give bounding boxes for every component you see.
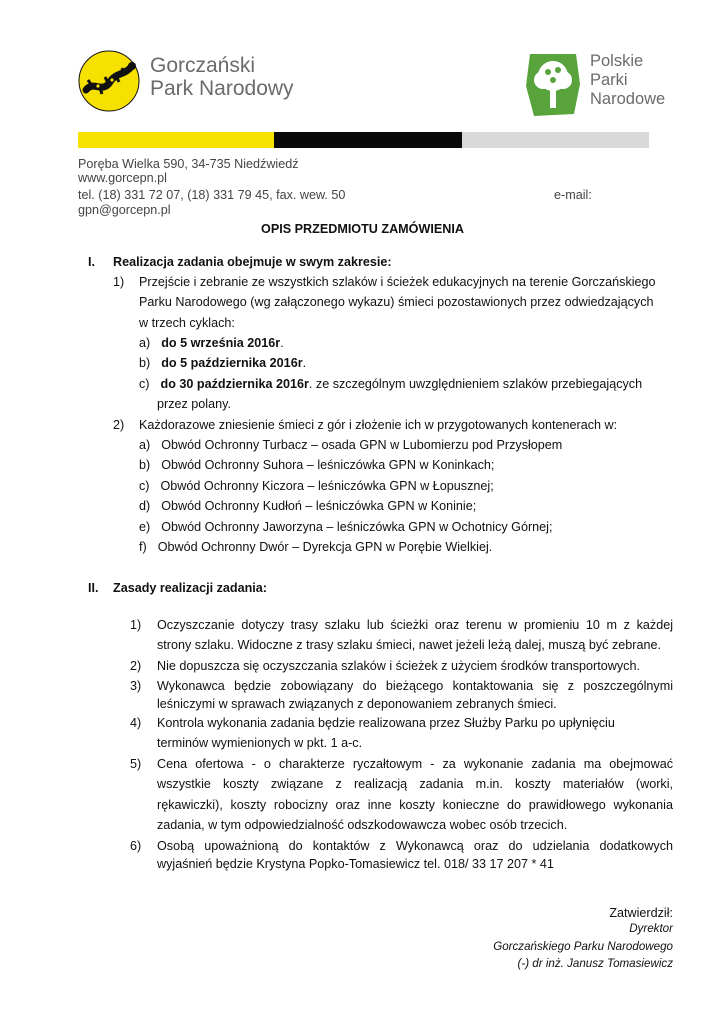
item2-sub-label: b) xyxy=(139,458,151,472)
signatory-name: (-) dr inż. Janusz Tomasiewicz xyxy=(517,957,673,970)
rule-line: Kontrola wykonania zadania będzie realizowana przez Służby Parku po upłynięciu xyxy=(157,716,615,730)
item2-sub-text: Obwód Ochronny Dwór – Dyrekcja GPN w Porębie Wielkiej. xyxy=(157,540,493,554)
ppn-name-line2: Parki xyxy=(590,71,628,89)
email-label: e-mail: xyxy=(554,188,592,202)
item2-number: 2) xyxy=(113,418,125,432)
black-bar xyxy=(274,132,462,148)
item2-sub-e xyxy=(139,517,552,537)
item1-c-date: do 30 października 2016r xyxy=(160,377,309,391)
item1-c-label: c) xyxy=(139,377,150,391)
rule-line: rękawiczki), koszty robocizny oraz inne koszty konieczne do prawidłowego wykonania xyxy=(157,798,673,812)
ppn-name-line3: Narodowe xyxy=(590,90,666,108)
ppn-name xyxy=(590,52,665,109)
item1-b-label: b) xyxy=(139,356,151,370)
gpn-name-line1: Gorczański xyxy=(150,54,256,77)
rule-line: Oczyszczanie dotyczy trasy szlaku lub ścieżki oraz terenu w promieniu 10 m z każdej xyxy=(157,618,673,632)
item1-a-tail: . xyxy=(280,336,284,350)
signatory-role: Dyrektor xyxy=(629,922,673,935)
item1-a xyxy=(139,333,284,353)
section2-heading: Zasady realizacji zadania: xyxy=(113,581,267,595)
ppn-logo xyxy=(524,50,582,118)
item2-sub-text: Obwód Ochronny Suhora – leśniczówka GPN w Koninkach; xyxy=(161,458,495,472)
rule-line: wszystkie koszty związane z realizacją zadania m.in. koszty materiałów (worki, xyxy=(157,777,673,791)
rule-line: zadania, w tym odpowiedzialność odszkodowawcza wobec osób trzecich. xyxy=(157,818,568,832)
rule-line: Osobą upoważnioną do kontaktów z Wykonawcą oraz do udzielania dodatkowych xyxy=(157,839,673,853)
signatory-org: Gorczańskiego Parku Narodowego xyxy=(493,940,673,953)
approved-label: Zatwierdził: xyxy=(609,906,673,920)
section2-number: II. xyxy=(88,581,99,595)
item2-sub-c xyxy=(139,476,494,496)
gpn-name xyxy=(150,54,294,100)
item2-sub-text: Obwód Ochronny Kudłoń – leśniczówka GPN w Koninie; xyxy=(161,499,477,513)
rule-number: 3) xyxy=(130,679,142,693)
item2-sub-b xyxy=(139,455,494,475)
item2-sub-label: c) xyxy=(139,479,150,493)
website[interactable]: www.gorcepn.pl xyxy=(78,171,167,185)
item2-sub-text: Obwód Ochronny Kiczora – leśniczówka GPN w Łopusznej; xyxy=(160,479,494,493)
item1-c xyxy=(139,374,642,394)
rule-number: 6) xyxy=(130,839,142,853)
email-address[interactable]: gpn@gorcepn.pl xyxy=(78,203,171,217)
item2-sub-a xyxy=(139,435,562,455)
section1-number: I. xyxy=(88,255,95,269)
gpn-name-line2: Park Narodowy xyxy=(150,77,294,100)
item2-sub-label: e) xyxy=(139,520,151,534)
rule-line: Wykonawca będzie zobowiązany do bieżącego kontaktowania się z poszczególnymi xyxy=(157,679,673,693)
address-line1: Poręba Wielka 590, 34-735 Niedźwiedź xyxy=(78,157,299,171)
rule-line: strony szlaku. Widoczne z trasy szlaku śmieci, nawet jeżeli leżą dalej, muszą być zebrane. xyxy=(157,638,661,652)
item1-b-tail: . xyxy=(302,356,307,370)
rule-line: wyjaśnień będzie Krystyna Popko-Tomasiewicz tel. 018/ 33 17 207 * 41 xyxy=(157,857,554,871)
item1-a-label: a) xyxy=(139,336,151,350)
item1-c-line2: przez polany. xyxy=(157,397,231,411)
rule-number: 5) xyxy=(130,757,142,771)
yellow-bar xyxy=(78,132,274,148)
item1-b-date: do 5 października 2016r xyxy=(161,356,303,370)
item1-line1: Przejście i zebranie ze wszystkich szlaków i ścieżek edukacyjnych na terenie Gorczańskiego xyxy=(139,275,656,289)
item1-number: 1) xyxy=(113,275,125,289)
item1-line2: Parku Narodowego (wg załączonego wykazu) śmieci pozostawionych przez odwiedzających xyxy=(139,295,654,309)
item2-sub-label: f) xyxy=(139,540,147,554)
document-title: OPIS PRZEDMIOTU ZAMÓWIENIA xyxy=(261,222,464,236)
item2-sub-text: Obwód Ochronny Turbacz – osada GPN w Lubomierzu pod Przysłopem xyxy=(161,438,563,452)
item2-sub-label: a) xyxy=(139,438,151,452)
rule-line: Cena ofertowa - o charakterze ryczałtowym - za wykonanie zadania ma obejmować xyxy=(157,757,673,771)
item2-text: Każdorazowe zniesienie śmieci z gór i złożenie ich w przygotowanych kontenerach w: xyxy=(139,418,618,432)
section1-heading: Realizacja zadania obejmuje w swym zakresie: xyxy=(113,255,392,269)
item1-b xyxy=(139,353,306,373)
rule-line: terminów wymienionych w pkt. 1 a-c. xyxy=(157,736,363,750)
item1-c-tail: . ze szczególnym uwzględnieniem szlaków przebiegających xyxy=(308,377,643,391)
grey-bar xyxy=(462,132,649,148)
rule-number: 4) xyxy=(130,716,142,730)
item1-a-date: do 5 września 2016r xyxy=(161,336,281,350)
item2-sub-label: d) xyxy=(139,499,151,513)
rule-line: leśniczymi w sprawach związanych z deponowaniem zebranych śmieci. xyxy=(157,697,557,711)
ppn-name-line1: Polskie xyxy=(590,52,644,70)
rule-number: 2) xyxy=(130,659,142,673)
item2-sub-f xyxy=(139,537,492,557)
item2-sub-text: Obwód Ochronny Jaworzyna – leśniczówka GPN w Ochotnicy Górnej; xyxy=(161,520,553,534)
item2-sub-d xyxy=(139,496,476,516)
gpn-logo xyxy=(78,50,140,112)
rule-line: Nie dopuszcza się oczyszczania szlaków i ścieżek z użyciem środków transportowych. xyxy=(157,659,640,673)
phone-line: tel. (18) 331 72 07, (18) 331 79 45, fax. wew. 50 xyxy=(78,188,346,202)
rule-number: 1) xyxy=(130,618,142,632)
item1-line3: w trzech cyklach: xyxy=(139,316,235,330)
